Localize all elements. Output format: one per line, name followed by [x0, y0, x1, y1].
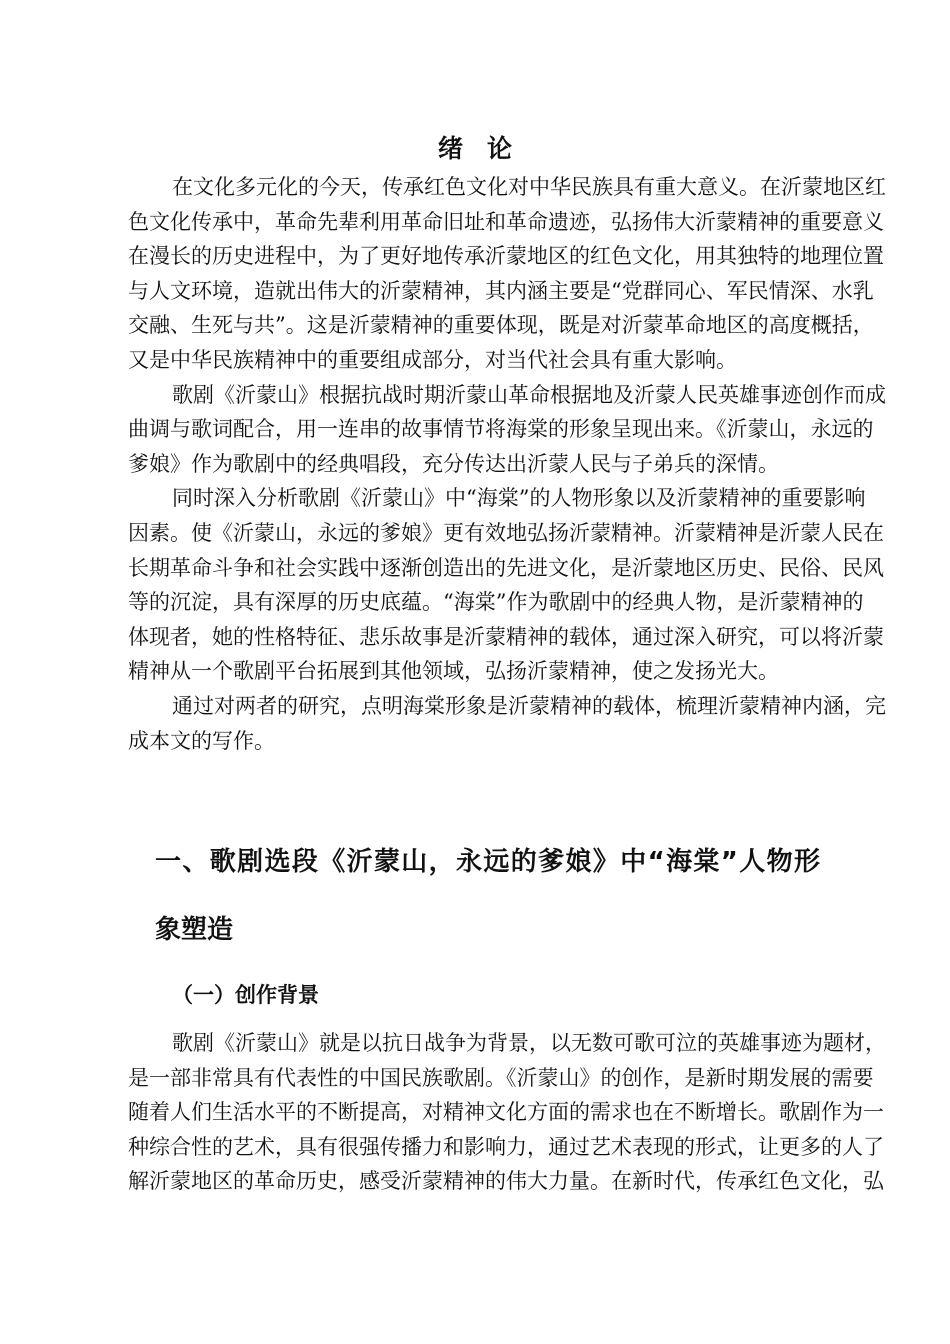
paragraph-line: 成本文的写作。 [128, 728, 275, 753]
paragraph-line: 色文化传承中，革命先辈利用革命旧址和革命遗迹，弘扬伟大沂蒙精神的重要意义 [128, 209, 884, 234]
section-heading-line: 象塑造 [155, 915, 234, 945]
paragraph-line: 解沂蒙地区的革命历史，感受沂蒙精神的伟大力量。在新时代，传承红色文化，弘 [128, 1169, 884, 1194]
paragraph-line: 随着人们生活水平的不断提高，对精神文化方面的需求也在不断增长。歌剧作为一 [128, 1100, 884, 1125]
paragraph-line: 等的沉淀，具有深厚的历史底蕴。“海棠”作为歌剧中的经典人物，是沂蒙精神的 [128, 590, 864, 615]
paragraph-line: 种综合性的艺术，具有很强传播力和影响力，通过艺术表现的形式，让更多的人了 [128, 1134, 884, 1159]
paragraph-line: 长期革命斗争和社会实践中逐渐创造出的先进文化，是沂蒙地区历史、民俗、民风 [128, 555, 884, 580]
paragraph-line: 是一部非常具有代表性的中国民族歌剧。《沂蒙山》的创作，是新时期发展的需要 [128, 1065, 874, 1090]
paragraph-line: 精神从一个歌剧平台拓展到其他领域，弘扬沂蒙精神，使之发扬光大。 [128, 659, 779, 684]
title-char: 论 [487, 134, 513, 163]
paragraph-line: 歌剧《沂蒙山》根据抗战时期沂蒙山革命根据地及沂蒙人民英雄事迹创作而成 [172, 382, 886, 407]
subsection-heading: （一）创作背景 [172, 983, 319, 1007]
paragraph-line: 通过对两者的研究，点明海棠形象是沂蒙精神的载体，梳理沂蒙精神内涵，完 [172, 694, 886, 718]
paragraph-line: 与人文环境，造就出伟大的沂蒙精神，其内涵主要是“党群同心、军民情深、水乳 [128, 278, 874, 303]
section-heading-line: 一、歌剧选段《沂蒙山，永远的爹娘》中“海棠”人物形 [155, 847, 820, 877]
page-title [0, 134, 950, 164]
paragraph-line: 因素。使《沂蒙山，永远的爹娘》更有效地弘扬沂蒙精神。沂蒙精神是沂蒙人民在 [128, 521, 884, 545]
title-char: 绪 [437, 134, 463, 163]
paragraph-line: 又是中华民族精神中的重要组成部分，对当代社会具有重大影响。 [128, 348, 737, 372]
paragraph-line: 爹娘》作为歌剧中的经典唱段，充分传达出沂蒙人民与子弟兵的深情。 [128, 451, 779, 476]
paragraph-line: 交融、生死与共”。这是沂蒙精神的重要体现，既是对沂蒙革命地区的高度概括， [128, 313, 874, 338]
paragraph-line: 在文化多元化的今天，传承红色文化对中华民族具有重大意义。在沂蒙地区红 [172, 175, 886, 199]
paragraph-line: 曲调与歌词配合，用一连串的故事情节将海棠的形象呈现出来。《沂蒙山，永远的 [128, 417, 874, 442]
paragraph-line: 体现者，她的性格特征、悲乐故事是沂蒙精神的载体，通过深入研究，可以将沂蒙 [128, 624, 884, 649]
paragraph-line: 歌剧《沂蒙山》就是以抗日战争为背景，以无数可歌可泣的英雄事迹为题材， [172, 1031, 886, 1055]
paragraph-line: 同时深入分析歌剧《沂蒙山》中“海棠”的人物形象以及沂蒙精神的重要影响 [172, 486, 866, 511]
paragraph-line: 在漫长的历史进程中，为了更好地传承沂蒙地区的红色文化，用其独特的地理位置 [128, 244, 884, 269]
